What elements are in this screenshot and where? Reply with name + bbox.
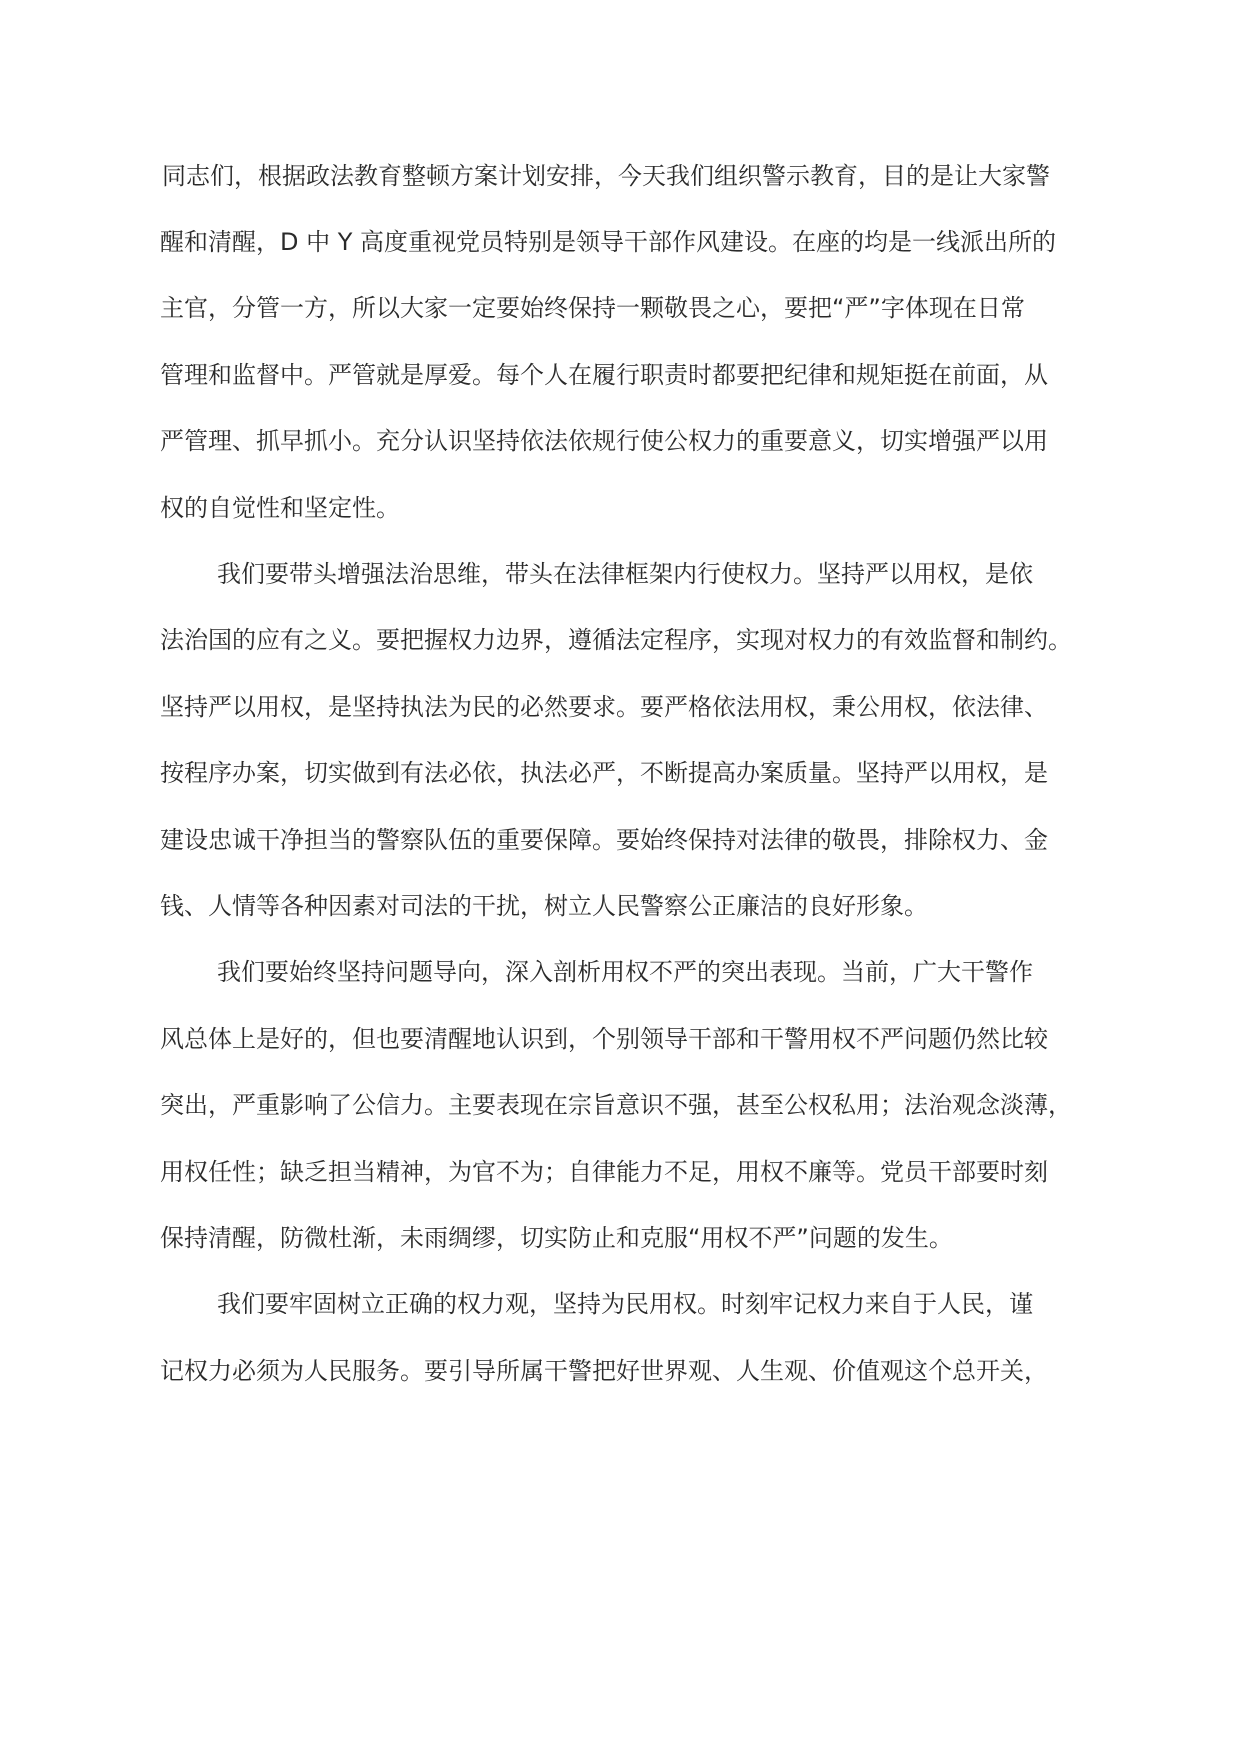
paragraph-4-line-2: 记权力必须为人民服务。要引导所属干警把好世界观、人生观、价值观这个总开关，	[160, 1357, 1048, 1385]
paragraph-1-line-6: 权的自觉性和坚定性。	[160, 494, 400, 522]
paragraph-1-line-1: 同志们，根据政法教育整顿方案计划安排，今天我们组织警示教育，目的是让大家警	[162, 162, 1050, 190]
paragraph-2-line-6: 钱、人情等各种因素对司法的干扰，树立人民警察公正廉洁的良好形象。	[160, 892, 928, 920]
paragraph-3-line-1: 我们要始终坚持问题导向，深入剖析用权不严的突出表现。当前，广大干警作	[217, 958, 1033, 986]
paragraph-3-line-2: 风总体上是好的，但也要清醒地认识到，个别领导干部和干警用权不严问题仍然比较	[160, 1025, 1048, 1053]
paragraph-1-line-4: 管理和监督中。严管就是厚爱。每个人在履行职责时都要把纪律和规矩挺在前面，从	[160, 361, 1048, 389]
paragraph-4-line-1: 我们要牢固树立正确的权力观，坚持为民用权。时刻牢记权力来自于人民，谨	[217, 1290, 1033, 1318]
paragraph-1-line-2: 醒和清醒，D 中 Y 高度重视党员特别是领导干部作风建设。在座的均是一线派出所的	[160, 228, 1057, 256]
paragraph-2-line-2: 法治国的应有之义。要把握权力边界，遵循法定程序，实现对权力的有效监督和制约。	[160, 626, 1072, 654]
paragraph-2-line-3: 坚持严以用权，是坚持执法为民的必然要求。要严格依法用权，秉公用权，依法律、	[160, 693, 1048, 721]
paragraph-3-line-3: 突出，严重影响了公信力。主要表现在宗旨意识不强，甚至公权私用；法治观念淡薄，	[160, 1091, 1072, 1119]
paragraph-1-line-5: 严管理、抓早抓小。充分认识坚持依法依规行使公权力的重要意义，切实增强严以用	[160, 427, 1048, 455]
paragraph-3-line-5: 保持清醒，防微杜渐，未雨绸缪，切实防止和克服“用权不严”问题的发生。	[160, 1224, 953, 1252]
paragraph-2-line-4: 按程序办案，切实做到有法必依，执法必严，不断提高办案质量。坚持严以用权，是	[160, 759, 1048, 787]
paragraph-1-line-3: 主官，分管一方，所以大家一定要始终保持一颗敬畏之心，要把“严”字体现在日常	[160, 294, 1025, 322]
paragraph-2-line-1: 我们要带头增强法治思维，带头在法律框架内行使权力。坚持严以用权，是依	[217, 560, 1033, 588]
paragraph-3-line-4: 用权任性；缺乏担当精神，为官不为；自律能力不足，用权不廉等。党员干部要时刻	[160, 1158, 1048, 1186]
paragraph-2-line-5: 建设忠诚干净担当的警察队伍的重要保障。要始终保持对法律的敬畏，排除权力、金	[160, 826, 1048, 854]
